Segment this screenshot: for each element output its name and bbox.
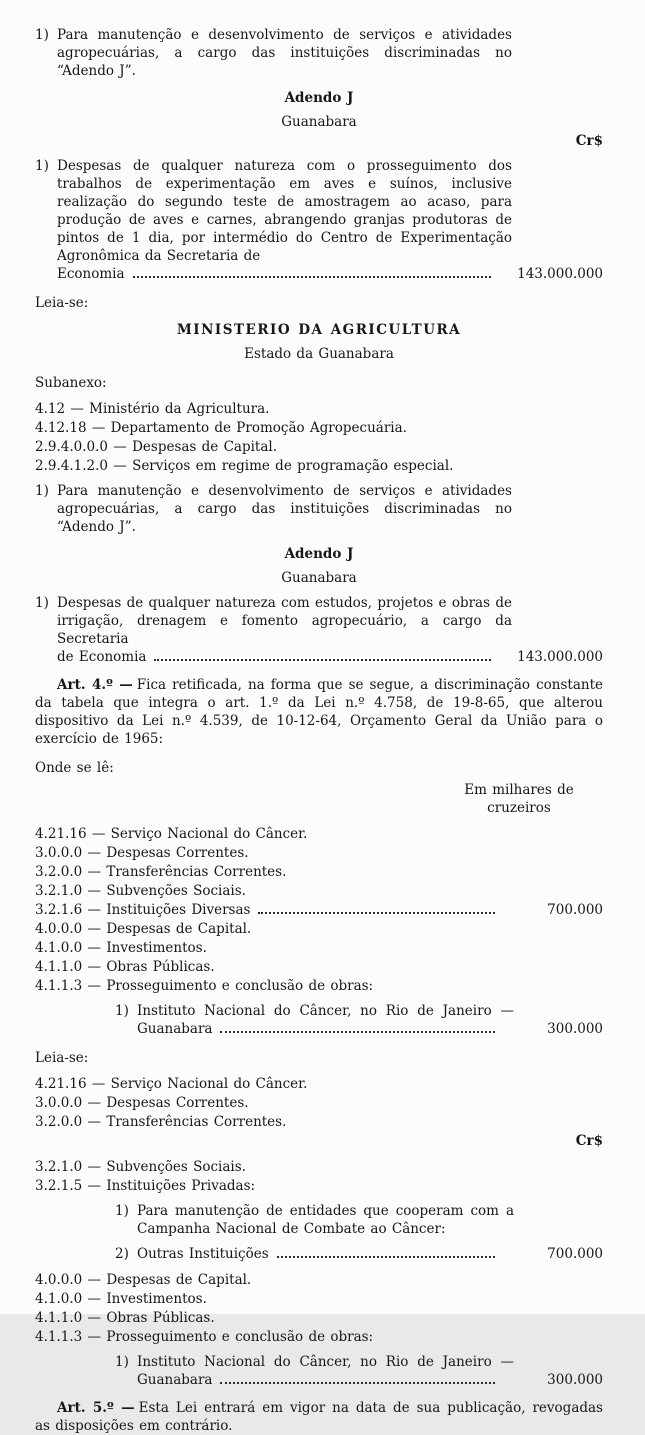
dotted-leader — [133, 276, 492, 278]
classification-list — [35, 825, 603, 995]
entry-tail: Outras Instituições — [137, 1246, 269, 1262]
entry-number: 1) — [115, 1354, 129, 1370]
classification-line — [35, 1309, 603, 1327]
entry-tail: Guanabara — [137, 1021, 213, 1037]
section-heading: Adendo J — [284, 546, 354, 562]
entry-text: Instituto Nacional do Câncer, no Rio de Janeiro — — [137, 1354, 514, 1370]
entry-tail-row — [137, 1245, 603, 1263]
classification-list — [35, 1158, 603, 1195]
unit-note — [439, 781, 599, 817]
entry-tail: de Economia — [57, 649, 147, 665]
classification-line — [35, 1290, 603, 1308]
classification-line — [35, 1158, 603, 1176]
article-number: Art. 5.º — — [57, 1400, 135, 1416]
classification-text: 4.1.0.0 — Investimentos. — [35, 1291, 207, 1307]
entry-number: 1) — [115, 1003, 129, 1019]
entry-content — [57, 482, 603, 536]
section-subheading: Guanabara — [281, 114, 357, 130]
entry-number: 1) — [35, 595, 49, 611]
classification-text: 3.2.1.5 — Instituições Privadas: — [35, 1178, 256, 1194]
budget-entry — [35, 594, 603, 666]
classification-list — [35, 1271, 603, 1346]
article-number: Art. 4.º — — [57, 677, 133, 693]
amount-value: 700.000 — [547, 1246, 603, 1262]
classification-text: 2.9.4.1.2.0 — Serviços em regime de programação especial. — [35, 458, 454, 474]
entry-content — [137, 1353, 603, 1389]
dotted-leader — [220, 1031, 495, 1033]
budget-entry — [115, 1002, 603, 1038]
classification-text: 3.2.0.0 — Transferências Correntes. — [35, 864, 287, 880]
entry-number: 1) — [35, 158, 49, 174]
classification-line — [35, 901, 603, 919]
classification-text: 4.21.16 — Serviço Nacional do Câncer. — [35, 1076, 308, 1092]
entry-text: Instituto Nacional do Câncer, no Rio de Janeiro — — [137, 1003, 514, 1019]
amount-value: 300.000 — [547, 1372, 603, 1388]
currency-label: Cr$ — [575, 133, 603, 149]
section-heading: MINISTERIO DA AGRICULTURA — [176, 322, 462, 338]
entry-number: 1) — [35, 483, 49, 499]
article-paragraph — [35, 1399, 603, 1435]
classification-line — [35, 1113, 603, 1131]
amount-value: 700.000 — [547, 902, 603, 918]
classification-text: 3.2.1.0 — Subvenções Sociais. — [35, 1159, 246, 1175]
budget-entry — [115, 1202, 603, 1238]
budget-entry — [35, 482, 603, 536]
classification-text: 3.0.0.0 — Despesas Correntes. — [35, 845, 249, 861]
entry-text: Para manutenção e desenvolvimento de serviços e atividades agropecuárias, a cargo das instituições discriminadas no “Adendo J”. — [57, 27, 512, 79]
section-subheading: Guanabara — [281, 570, 357, 586]
entry-tail: Economia — [57, 266, 125, 282]
classification-text: 2.9.4.0.0.0 — Despesas de Capital. — [35, 439, 277, 455]
entry-number: 1) — [115, 1203, 129, 1219]
entry-text: Para manutenção de entidades que cooperam com a Campanha Nacional de Combate ao Câncer: — [137, 1203, 514, 1237]
directive-label: Leia-se: — [35, 295, 89, 311]
article-paragraph — [35, 676, 603, 748]
classification-line — [35, 457, 603, 475]
classification-line — [35, 958, 603, 976]
directive-label: Leia-se: — [35, 1050, 89, 1066]
entry-tail-row — [137, 1371, 603, 1389]
entry-tail: Guanabara — [137, 1372, 213, 1388]
amount-value: 143.000.000 — [517, 266, 603, 282]
entry-content — [137, 1245, 603, 1263]
budget-entry — [35, 157, 603, 283]
classification-line — [35, 882, 603, 900]
dotted-leader — [277, 1256, 495, 1258]
entry-content — [137, 1002, 603, 1038]
article-text: Esta Lei entrará em vigor na data de sua publicação, revogadas as disposições em contrário. — [35, 1400, 603, 1434]
classification-line — [35, 920, 603, 938]
unit-note-line: cruzeiros — [487, 800, 551, 816]
classification-line — [35, 1075, 603, 1093]
classification-text: 4.21.16 — Serviço Nacional do Câncer. — [35, 826, 308, 842]
amount-value: 143.000.000 — [517, 649, 603, 665]
entry-content — [57, 157, 603, 283]
classification-line — [35, 1094, 603, 1112]
classification-text: 3.2.1.6 — Instituições Diversas — [35, 902, 251, 918]
classification-text: 4.12 — Ministério da Agricultura. — [35, 401, 270, 417]
classification-text: 4.0.0.0 — Despesas de Capital. — [35, 921, 252, 937]
classification-line — [35, 419, 603, 437]
dotted-leader — [220, 1382, 495, 1384]
entry-tail-row — [137, 1020, 603, 1038]
dotted-leader — [154, 659, 491, 661]
unit-note-line: Em milhares de — [464, 782, 574, 798]
directive-label: Onde se lê: — [35, 760, 114, 776]
entry-content — [137, 1202, 603, 1238]
classification-text: 4.1.1.3 — Prosseguimento e conclusão de obras: — [35, 978, 374, 994]
classification-text: 4.1.1.0 — Obras Públicas. — [35, 959, 215, 975]
entry-content — [57, 594, 603, 666]
classification-line — [35, 939, 603, 957]
budget-entry — [35, 26, 603, 80]
entry-content — [57, 26, 603, 80]
classification-text: 4.1.1.3 — Prosseguimento e conclusão de obras: — [35, 1329, 374, 1345]
entry-tail-row — [57, 648, 603, 666]
classification-text: 4.12.18 — Departamento de Promoção Agropecuária. — [35, 420, 407, 436]
classification-line — [35, 825, 603, 843]
classification-line — [35, 844, 603, 862]
currency-label: Cr$ — [575, 1133, 603, 1149]
entry-text: Despesas de qualquer natureza com estudos, projetos e obras de irrigação, drenagem e fomento agropecuário, a cargo da Secretaria — [57, 595, 512, 647]
amount-value: 300.000 — [547, 1021, 603, 1037]
classification-text: 3.2.0.0 — Transferências Correntes. — [35, 1114, 287, 1130]
entry-tail-row — [57, 265, 603, 283]
budget-entry — [115, 1353, 603, 1389]
budget-entry — [115, 1245, 603, 1263]
classification-line — [35, 400, 603, 418]
entry-number: 1) — [35, 27, 49, 43]
classification-line — [35, 977, 603, 995]
classification-list — [35, 400, 603, 475]
entry-text: Para manutenção e desenvolvimento de serviços e atividades agropecuárias, a cargo das instituições discriminadas no “Adendo J”. — [57, 483, 512, 535]
entry-text: Despesas de qualquer natureza com o prosseguimento dos trabalhos de experimentação em aves e suínos, inclusive realização do segundo teste de amostragem ao acaso, para produção de aves e carnes, abrangendo granjas produtoras de pintos de 1 dia, por intermédio do Centro de Experimentação Agronômica da Secretaria de — [57, 158, 512, 264]
section-heading: Adendo J — [284, 90, 354, 106]
classification-line — [35, 1177, 603, 1195]
classification-line — [35, 863, 603, 881]
classification-line — [35, 438, 603, 456]
classification-text: 3.2.1.0 — Subvenções Sociais. — [35, 883, 246, 899]
dotted-leader — [258, 912, 495, 914]
classification-text: 3.0.0.0 — Despesas Correntes. — [35, 1095, 249, 1111]
classification-text: 4.0.0.0 — Despesas de Capital. — [35, 1272, 252, 1288]
directive-label: Subanexo: — [35, 375, 107, 391]
classification-line — [35, 1271, 603, 1289]
classification-text: 4.1.1.0 — Obras Públicas. — [35, 1310, 215, 1326]
classification-line — [35, 1328, 603, 1346]
article-text: Fica retificada, na forma que se segue, a discriminação constante da tabela que integra o art. 1.º da Lei n.º 4.758, de 19-8-65, que alterou dispositivo da Lei n.º 4.539, de 10-12-64, Orçamento Geral da União para o exercício de 1965: — [35, 677, 603, 747]
section-subheading: Estado da Guanabara — [244, 346, 394, 362]
classification-list — [35, 1075, 603, 1131]
document-content — [35, 26, 603, 1435]
classification-text: 4.1.0.0 — Investimentos. — [35, 940, 207, 956]
entry-number: 2) — [115, 1246, 129, 1262]
